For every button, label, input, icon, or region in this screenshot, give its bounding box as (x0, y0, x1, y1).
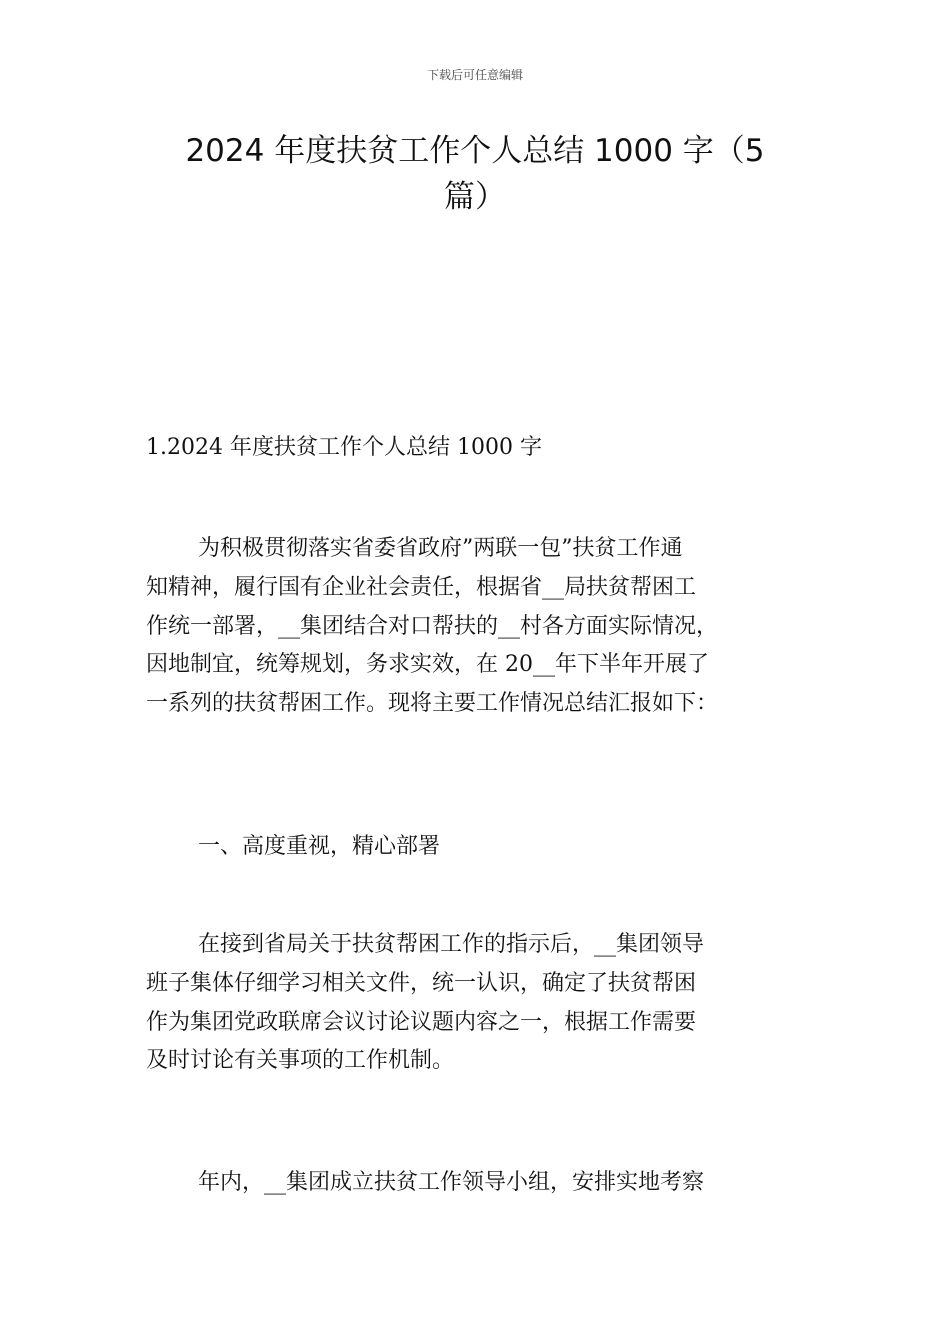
header-note: 下载后可任意编辑 (426, 68, 523, 82)
title-line-2: 篇） (444, 179, 506, 215)
paragraph-group (146, 1164, 826, 1203)
title-line-1: 2024 年度扶贫工作个人总结 1000 字（5 (185, 133, 765, 169)
paragraph-line: 作为集团党政联席会议讨论议题内容之一，根据工作需要 (146, 1009, 697, 1035)
paragraph-leadership (146, 926, 826, 1081)
section-heading: 1.2024 年度扶贫工作个人总结 1000 字 (146, 435, 542, 460)
paragraph-line: 及时讨论有关事项的工作机制。 (146, 1048, 455, 1074)
paragraph-line: 在接到省局关于扶贫帮困工作的指示后，__集团领导 (198, 932, 705, 957)
paragraph-line: 班子集体仔细学习相关文件，统一认识，确定了扶贫帮困 (146, 970, 697, 996)
paragraph-intro (146, 530, 826, 724)
paragraph-line: 一系列的扶贫帮困工作。现将主要工作情况总结汇报如下： (146, 691, 719, 717)
subheading (146, 828, 826, 867)
paragraph-line: 年内，__集团成立扶贫工作领导小组，安排实地考察 (198, 1170, 705, 1195)
subheading-text: 一、高度重视，精心部署 (198, 834, 441, 859)
paragraph-line: 为积极贯彻落实省委省政府”两联一包”扶贫工作通 (198, 536, 683, 561)
document-title (140, 128, 810, 220)
paragraph-line: 知精神，履行国有企业社会责任，根据省__局扶贫帮困工 (146, 574, 697, 600)
paragraph-line: 因地制宜，统筹规划，务求实效，在 20__年下半年开展了 (146, 652, 709, 678)
paragraph-line: 作统一部署，__集团结合对口帮扶的__村各方面实际情况， (146, 613, 719, 639)
